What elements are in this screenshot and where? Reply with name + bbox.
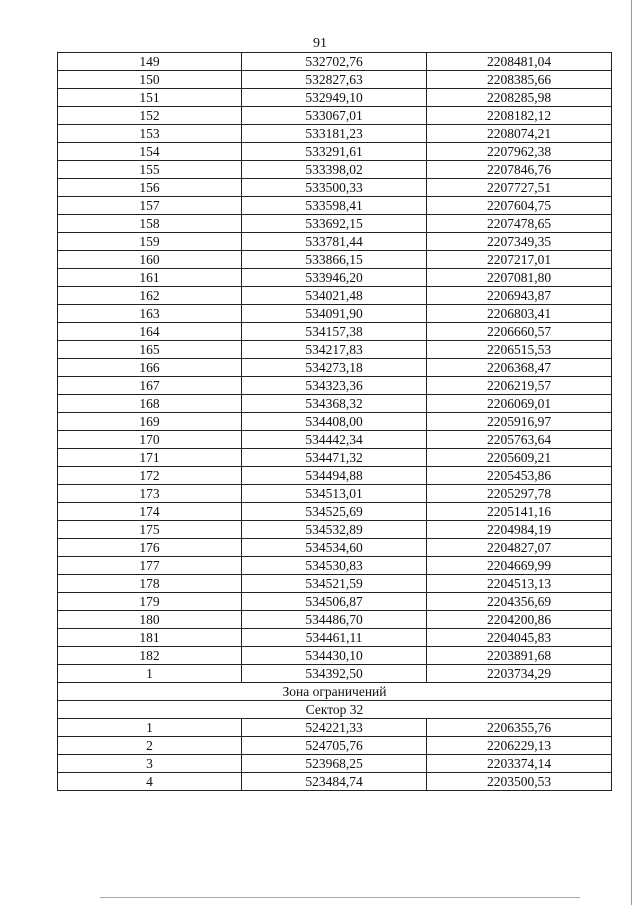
y-coordinate-cell: 2205297,78 bbox=[427, 485, 612, 503]
point-number-cell: 157 bbox=[58, 197, 242, 215]
x-coordinate-cell: 533291,61 bbox=[242, 143, 427, 161]
point-number-cell: 164 bbox=[58, 323, 242, 341]
table-row bbox=[58, 89, 612, 107]
page-number: 91 bbox=[313, 36, 327, 51]
point-number-cell: 149 bbox=[58, 53, 242, 71]
point-number-cell: 177 bbox=[58, 557, 242, 575]
y-coordinate-cell: 2205916,97 bbox=[427, 413, 612, 431]
sector-heading-row bbox=[58, 701, 612, 719]
y-coordinate-cell: 2206660,57 bbox=[427, 323, 612, 341]
y-coordinate-cell: 2207217,01 bbox=[427, 251, 612, 269]
x-coordinate-cell: 533181,23 bbox=[242, 125, 427, 143]
sector-table-body bbox=[58, 719, 612, 791]
table-row bbox=[58, 755, 612, 773]
coordinates-table-body bbox=[58, 53, 612, 683]
x-coordinate-cell: 533692,15 bbox=[242, 215, 427, 233]
zone-heading-row bbox=[58, 683, 612, 701]
y-coordinate-cell: 2203734,29 bbox=[427, 665, 612, 683]
scan-edge bbox=[631, 0, 632, 905]
table-row bbox=[58, 575, 612, 593]
table-row bbox=[58, 359, 612, 377]
point-number-cell: 1 bbox=[58, 665, 242, 683]
y-coordinate-cell: 2208481,04 bbox=[427, 53, 612, 71]
y-coordinate-cell: 2208074,21 bbox=[427, 125, 612, 143]
point-number-cell: 151 bbox=[58, 89, 242, 107]
x-coordinate-cell: 532827,63 bbox=[242, 71, 427, 89]
x-coordinate-cell: 534521,59 bbox=[242, 575, 427, 593]
table-row bbox=[58, 431, 612, 449]
x-coordinate-cell: 534506,87 bbox=[242, 593, 427, 611]
y-coordinate-cell: 2208182,12 bbox=[427, 107, 612, 125]
table-row bbox=[58, 737, 612, 755]
table-row bbox=[58, 539, 612, 557]
table-row bbox=[58, 557, 612, 575]
table-row bbox=[58, 647, 612, 665]
x-coordinate-cell: 534530,83 bbox=[242, 557, 427, 575]
x-coordinate-cell: 534486,70 bbox=[242, 611, 427, 629]
y-coordinate-cell: 2204200,86 bbox=[427, 611, 612, 629]
y-coordinate-cell: 2206515,53 bbox=[427, 341, 612, 359]
y-coordinate-cell: 2205141,16 bbox=[427, 503, 612, 521]
table-row bbox=[58, 143, 612, 161]
point-number-cell: 162 bbox=[58, 287, 242, 305]
x-coordinate-cell: 523484,74 bbox=[242, 773, 427, 791]
x-coordinate-cell: 534368,32 bbox=[242, 395, 427, 413]
y-coordinate-cell: 2207349,35 bbox=[427, 233, 612, 251]
table-row bbox=[58, 107, 612, 125]
y-coordinate-cell: 2207478,65 bbox=[427, 215, 612, 233]
y-coordinate-cell: 2206355,76 bbox=[427, 719, 612, 737]
x-coordinate-cell: 533866,15 bbox=[242, 251, 427, 269]
y-coordinate-cell: 2204045,83 bbox=[427, 629, 612, 647]
table-row bbox=[58, 485, 612, 503]
point-number-cell: 178 bbox=[58, 575, 242, 593]
table-row bbox=[58, 521, 612, 539]
table-row bbox=[58, 377, 612, 395]
y-coordinate-cell: 2208285,98 bbox=[427, 89, 612, 107]
table-row bbox=[58, 719, 612, 737]
x-coordinate-cell: 534534,60 bbox=[242, 539, 427, 557]
y-coordinate-cell: 2206069,01 bbox=[427, 395, 612, 413]
x-coordinate-cell: 534323,36 bbox=[242, 377, 427, 395]
x-coordinate-cell: 534217,83 bbox=[242, 341, 427, 359]
table-row bbox=[58, 71, 612, 89]
point-number-cell: 156 bbox=[58, 179, 242, 197]
y-coordinate-cell: 2206229,13 bbox=[427, 737, 612, 755]
zone-section bbox=[58, 683, 612, 719]
point-number-cell: 158 bbox=[58, 215, 242, 233]
table-row bbox=[58, 629, 612, 647]
table-row bbox=[58, 413, 612, 431]
x-coordinate-cell: 534461,11 bbox=[242, 629, 427, 647]
point-number-cell: 182 bbox=[58, 647, 242, 665]
y-coordinate-cell: 2208385,66 bbox=[427, 71, 612, 89]
table-row bbox=[58, 665, 612, 683]
y-coordinate-cell: 2207604,75 bbox=[427, 197, 612, 215]
x-coordinate-cell: 533500,33 bbox=[242, 179, 427, 197]
y-coordinate-cell: 2206219,57 bbox=[427, 377, 612, 395]
y-coordinate-cell: 2204827,07 bbox=[427, 539, 612, 557]
x-coordinate-cell: 534021,48 bbox=[242, 287, 427, 305]
x-coordinate-cell: 532702,76 bbox=[242, 53, 427, 71]
y-coordinate-cell: 2207727,51 bbox=[427, 179, 612, 197]
point-number-cell: 166 bbox=[58, 359, 242, 377]
point-number-cell: 175 bbox=[58, 521, 242, 539]
x-coordinate-cell: 533598,41 bbox=[242, 197, 427, 215]
table-row bbox=[58, 395, 612, 413]
table-row bbox=[58, 269, 612, 287]
table-row bbox=[58, 233, 612, 251]
table-row bbox=[58, 323, 612, 341]
y-coordinate-cell: 2205609,21 bbox=[427, 449, 612, 467]
table-row bbox=[58, 287, 612, 305]
point-number-cell: 173 bbox=[58, 485, 242, 503]
x-coordinate-cell: 523968,25 bbox=[242, 755, 427, 773]
x-coordinate-cell: 534494,88 bbox=[242, 467, 427, 485]
point-number-cell: 169 bbox=[58, 413, 242, 431]
y-coordinate-cell: 2204984,19 bbox=[427, 521, 612, 539]
x-coordinate-cell: 534442,34 bbox=[242, 431, 427, 449]
table-row bbox=[58, 197, 612, 215]
y-coordinate-cell: 2205453,86 bbox=[427, 467, 612, 485]
y-coordinate-cell: 2206368,47 bbox=[427, 359, 612, 377]
y-coordinate-cell: 2203374,14 bbox=[427, 755, 612, 773]
x-coordinate-cell: 534392,50 bbox=[242, 665, 427, 683]
point-number-cell: 163 bbox=[58, 305, 242, 323]
point-number-cell: 181 bbox=[58, 629, 242, 647]
table-row bbox=[58, 593, 612, 611]
x-coordinate-cell: 533781,44 bbox=[242, 233, 427, 251]
y-coordinate-cell: 2206943,87 bbox=[427, 287, 612, 305]
table-row bbox=[58, 611, 612, 629]
table-row bbox=[58, 161, 612, 179]
table-row bbox=[58, 251, 612, 269]
table-row bbox=[58, 53, 612, 71]
point-number-cell: 174 bbox=[58, 503, 242, 521]
point-number-cell: 153 bbox=[58, 125, 242, 143]
scan-edge bbox=[100, 897, 580, 898]
point-number-cell: 3 bbox=[58, 755, 242, 773]
x-coordinate-cell: 524705,76 bbox=[242, 737, 427, 755]
table-row bbox=[58, 179, 612, 197]
point-number-cell: 4 bbox=[58, 773, 242, 791]
point-number-cell: 161 bbox=[58, 269, 242, 287]
table-row bbox=[58, 215, 612, 233]
coordinates-table bbox=[57, 52, 612, 791]
x-coordinate-cell: 532949,10 bbox=[242, 89, 427, 107]
point-number-cell: 154 bbox=[58, 143, 242, 161]
point-number-cell: 180 bbox=[58, 611, 242, 629]
x-coordinate-cell: 534157,38 bbox=[242, 323, 427, 341]
table-row bbox=[58, 305, 612, 323]
point-number-cell: 1 bbox=[58, 719, 242, 737]
x-coordinate-cell: 534513,01 bbox=[242, 485, 427, 503]
x-coordinate-cell: 533067,01 bbox=[242, 107, 427, 125]
x-coordinate-cell: 534471,32 bbox=[242, 449, 427, 467]
table-row bbox=[58, 467, 612, 485]
sector-heading: Сектор 32 bbox=[58, 701, 612, 719]
table-row bbox=[58, 503, 612, 521]
y-coordinate-cell: 2207846,76 bbox=[427, 161, 612, 179]
point-number-cell: 160 bbox=[58, 251, 242, 269]
point-number-cell: 176 bbox=[58, 539, 242, 557]
x-coordinate-cell: 534430,10 bbox=[242, 647, 427, 665]
y-coordinate-cell: 2207962,38 bbox=[427, 143, 612, 161]
point-number-cell: 170 bbox=[58, 431, 242, 449]
y-coordinate-cell: 2203891,68 bbox=[427, 647, 612, 665]
y-coordinate-cell: 2203500,53 bbox=[427, 773, 612, 791]
y-coordinate-cell: 2204669,99 bbox=[427, 557, 612, 575]
y-coordinate-cell: 2204356,69 bbox=[427, 593, 612, 611]
x-coordinate-cell: 524221,33 bbox=[242, 719, 427, 737]
table-row bbox=[58, 449, 612, 467]
x-coordinate-cell: 533398,02 bbox=[242, 161, 427, 179]
table-row bbox=[58, 773, 612, 791]
x-coordinate-cell: 534273,18 bbox=[242, 359, 427, 377]
y-coordinate-cell: 2206803,41 bbox=[427, 305, 612, 323]
point-number-cell: 172 bbox=[58, 467, 242, 485]
point-number-cell: 2 bbox=[58, 737, 242, 755]
table-row bbox=[58, 125, 612, 143]
zone-heading: Зона ограничений bbox=[58, 683, 612, 701]
y-coordinate-cell: 2207081,80 bbox=[427, 269, 612, 287]
point-number-cell: 152 bbox=[58, 107, 242, 125]
y-coordinate-cell: 2204513,13 bbox=[427, 575, 612, 593]
point-number-cell: 165 bbox=[58, 341, 242, 359]
x-coordinate-cell: 534408,00 bbox=[242, 413, 427, 431]
x-coordinate-cell: 534532,89 bbox=[242, 521, 427, 539]
table-row bbox=[58, 341, 612, 359]
x-coordinate-cell: 534525,69 bbox=[242, 503, 427, 521]
x-coordinate-cell: 534091,90 bbox=[242, 305, 427, 323]
point-number-cell: 155 bbox=[58, 161, 242, 179]
y-coordinate-cell: 2205763,64 bbox=[427, 431, 612, 449]
point-number-cell: 168 bbox=[58, 395, 242, 413]
point-number-cell: 167 bbox=[58, 377, 242, 395]
point-number-cell: 159 bbox=[58, 233, 242, 251]
point-number-cell: 150 bbox=[58, 71, 242, 89]
point-number-cell: 171 bbox=[58, 449, 242, 467]
point-number-cell: 179 bbox=[58, 593, 242, 611]
x-coordinate-cell: 533946,20 bbox=[242, 269, 427, 287]
